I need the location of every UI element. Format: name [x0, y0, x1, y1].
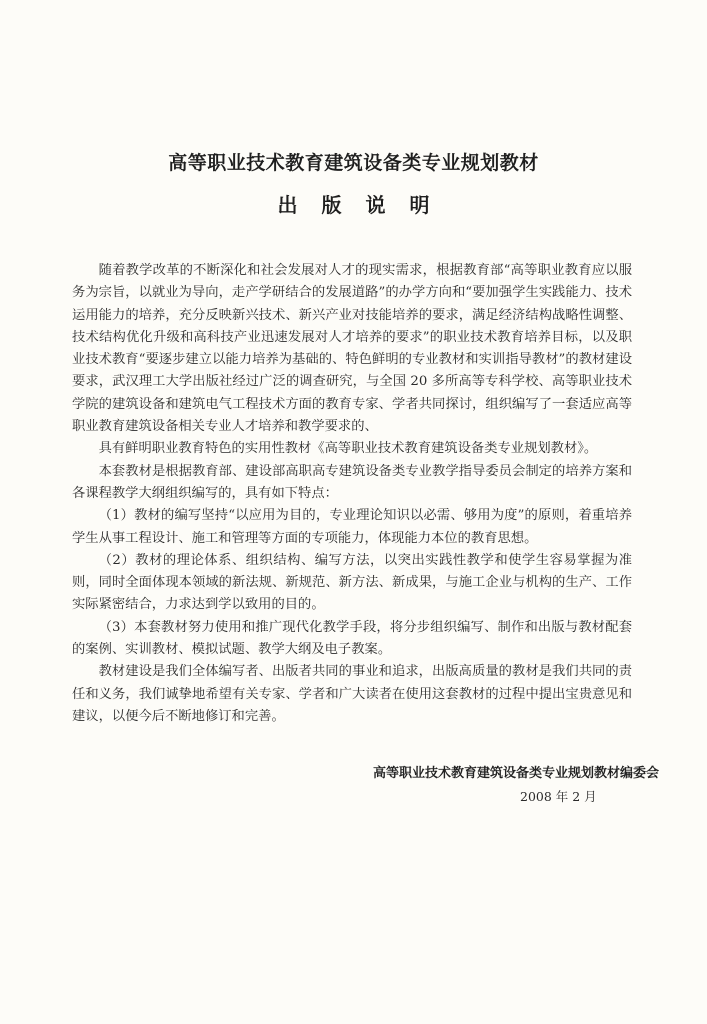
series-title: 高等职业技术教育建筑设备类专业规划教材: [168, 152, 539, 174]
paragraph: 随着教学改革的不断深化和社会发展对人才的现实需求，根据教育部“高等职业教育应以服务为宗旨，以就业为导向，走产学研结合的发展道路”的办学方向和“要加强学生实践能力、技术运用能力的培养，充分反映新兴技术、新兴产业对技能培养的要求，满足经济结构战略性调整、技术结构优化升级和高科技产业迅速发展对人才培养的要求”的职业技术教育培养目标，以及职业技术教育“要逐步建立以能力培养为基础的、特色鲜明的专业教材和实训指导教材”的教材建设要求，武汉理工大学出版社经过广泛的调查研究，与全国 20 多所高等专科学校、高等职业技术学院的建筑设备和建筑电气工程技术方面的教育专家、学者共同探讨，组织编写了一套适应高等职业教育建筑设备相关专业人才培养和教学要求的、: [72, 263, 632, 435]
paragraph: （1）教材的编写坚持“以应用为目的，专业理论知识以必需、够用为度”的原则，着重培养学生从事工程设计、施工和管理等方面的专项能力，体现能力本位的教育思想。: [72, 508, 632, 546]
paragraph: 具有鲜明职业教育特色的实用性教材《高等职业技术教育建筑设备类专业规划教材》。: [98, 441, 598, 457]
paragraph: 教材建设是我们全体编写者、出版者共同的事业和追求，出版高质量的教材是我们共同的责任和义务，我们诚挚地希望有关专家、学者和广大读者在使用这套教材的过程中提出宝贵意见和建议，以便今后不断地修订和完善。: [72, 664, 632, 724]
publication-date: 2008 年 2 月: [520, 789, 597, 804]
document-body: [72, 260, 632, 728]
signature-committee: 高等职业技术教育建筑设备类专业规划教材编委会: [372, 766, 659, 781]
document-title: 出版说明: [277, 193, 454, 217]
paragraph: 本套教材是根据教育部、建设部高职高专建筑设备类专业教学指导委员会制定的培养方案和各课程教学大纲组织编写的，具有如下特点：: [72, 463, 632, 501]
paragraph: （2）教材的理论体系、组织结构、编写方法，以突出实践性教学和使学生容易掌握为准则，同时全面体现本领域的新法规、新规范、新方法、新成果，与施工企业与机构的生产、工作实际紧密结合，力求达到学以致用的目的。: [72, 552, 632, 613]
paragraph: （3）本套教材努力使用和推广现代化教学手段，将分步组织编写、制作和出版与教材配套的案例、实训教材、模拟试题、教学大纲及电子教案。: [72, 619, 632, 658]
